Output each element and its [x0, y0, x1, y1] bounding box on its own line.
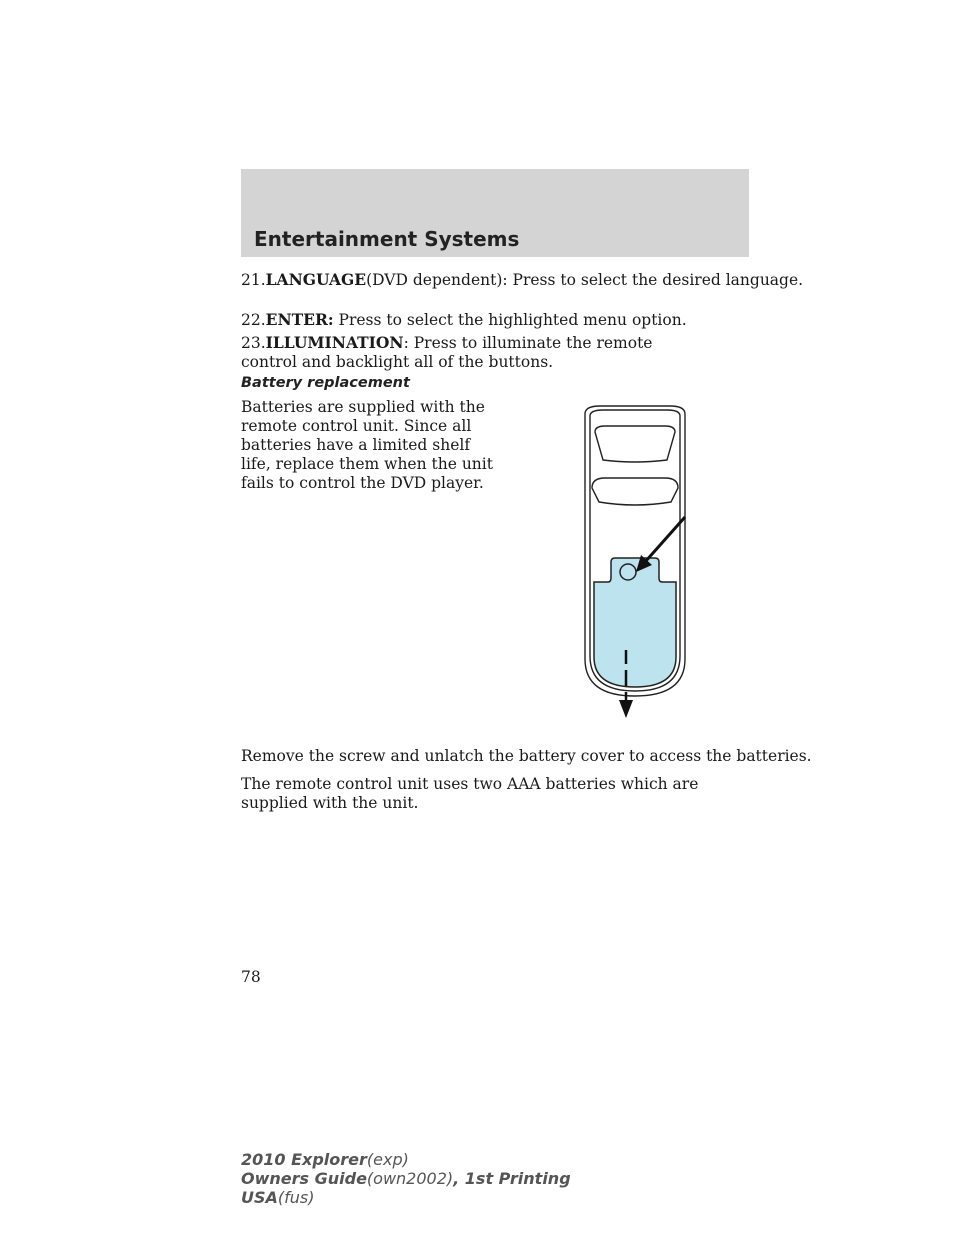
item-22-desc: Press to select the highlighted menu option. — [338, 311, 687, 329]
page-number: 78 — [241, 968, 261, 986]
item-21 — [241, 270, 803, 290]
footer-printing: , 1st Printing — [453, 1169, 571, 1188]
footer-guide-code: (own2002) — [366, 1169, 454, 1188]
battery-cover — [594, 558, 676, 687]
footer-guide: Owners Guide — [241, 1169, 367, 1188]
footer-market-code: (fus) — [277, 1188, 315, 1207]
battery-uses-text: The remote control unit uses two AAA batteries which are supplied with the unit. — [241, 775, 699, 812]
footer-line-3 — [241, 1188, 571, 1207]
item-21-desc: (DVD dependent): Press to select the desired language. — [366, 271, 804, 289]
item-23-desc: : Press to illuminate the remote control and backlight all of the buttons. — [241, 334, 653, 371]
battery-remove-text: Remove the screw and unlatch the battery cover to access the batteries. — [241, 747, 812, 765]
item-21-number: 21. — [241, 271, 266, 289]
battery-heading: Battery replacement — [241, 375, 410, 391]
screw-pointer-arrow-icon — [636, 517, 685, 572]
item-23-number: 23. — [241, 334, 266, 352]
item-23-term: ILLUMINATION — [265, 333, 404, 352]
item-21-term: LANGUAGE — [265, 270, 367, 289]
item-22-term: ENTER: — [265, 310, 334, 329]
print-footer — [241, 1150, 571, 1207]
footer-line-2 — [241, 1169, 571, 1188]
footer-line-1 — [241, 1150, 571, 1169]
item-22-number: 22. — [241, 311, 266, 329]
section-title: Entertainment Systems — [254, 227, 520, 251]
footer-model: 2010 Explorer — [241, 1150, 367, 1169]
battery-intro: Batteries are supplied with the remote control unit. Since all batteries have a limited shelf life, replace them when the unit fails to control the DVD player. — [241, 398, 493, 492]
item-22 — [241, 310, 687, 330]
footer-model-code: (exp) — [366, 1150, 409, 1169]
item-23 — [241, 333, 711, 372]
section-header-band — [241, 169, 749, 257]
remote-control-battery-figure — [575, 404, 695, 722]
footer-market: USA — [241, 1188, 278, 1207]
